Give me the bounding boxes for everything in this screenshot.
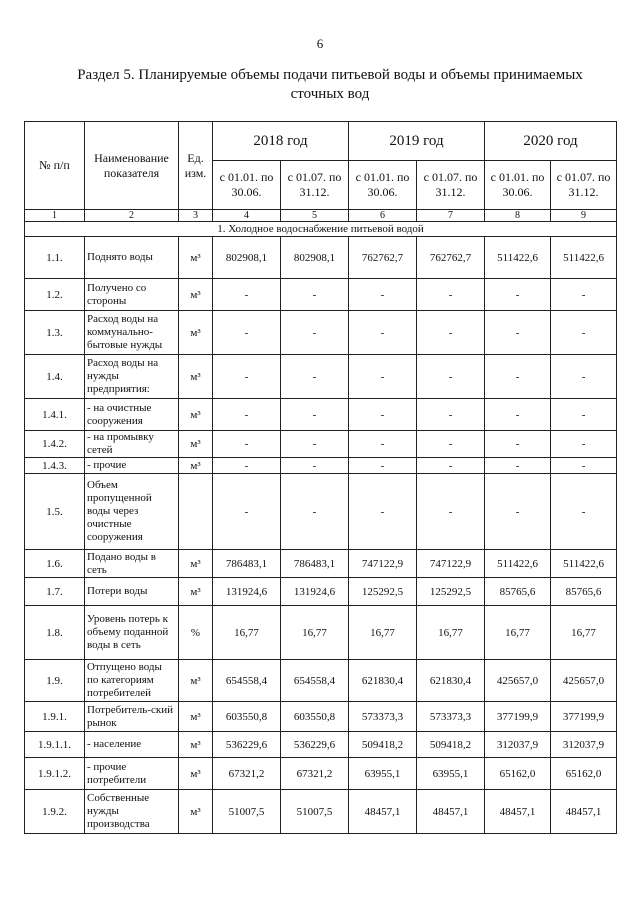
row-value: 786483,1: [281, 550, 349, 578]
row-value: 603550,8: [281, 702, 349, 732]
row-value: 51007,5: [213, 790, 281, 834]
row-value: 85765,6: [485, 578, 551, 606]
row-unit: %: [179, 606, 213, 660]
row-value: -: [281, 399, 349, 431]
header-period: с 01.01. по 30.06.: [349, 161, 417, 210]
page-number: 6: [316, 36, 324, 51]
row-value: 48457,1: [485, 790, 551, 834]
row-value: -: [485, 431, 551, 458]
water-volumes-table: [24, 121, 617, 834]
row-unit: м³: [179, 279, 213, 311]
column-number: 9: [551, 210, 617, 222]
header-unit: Ед. изм.: [179, 122, 213, 210]
row-value: 312037,9: [551, 732, 617, 758]
row-value: 131924,6: [213, 578, 281, 606]
row-unit: [179, 474, 213, 550]
row-value: -: [281, 458, 349, 474]
row-value: -: [417, 399, 485, 431]
row-value: 48457,1: [417, 790, 485, 834]
row-unit: м³: [179, 578, 213, 606]
table-row: [25, 606, 617, 660]
row-unit: м³: [179, 311, 213, 355]
row-name: Собственные нужды производства: [85, 790, 179, 834]
row-name: - на очистные сооружения: [85, 399, 179, 431]
header-num: № п/п: [25, 122, 85, 210]
row-value: -: [417, 279, 485, 311]
row-value: 747122,9: [417, 550, 485, 578]
row-value: 16,77: [551, 606, 617, 660]
table-row: [25, 790, 617, 834]
row-name: Расход воды на нужды предприятия:: [85, 355, 179, 399]
table-row: [25, 431, 617, 458]
row-number: 1.7.: [25, 578, 85, 606]
header-year: 2019 год: [349, 122, 485, 161]
row-value: 51007,5: [281, 790, 349, 834]
header-period: с 01.01. по 30.06.: [485, 161, 551, 210]
row-value: 425657,0: [485, 660, 551, 702]
header-period: с 01.07. по 31.12.: [281, 161, 349, 210]
row-value: 802908,1: [281, 237, 349, 279]
section-heading: 1. Холодное водоснабжение питьевой водой: [25, 222, 617, 237]
column-number: 7: [417, 210, 485, 222]
row-value: 16,77: [349, 606, 417, 660]
row-value: -: [485, 311, 551, 355]
row-value: -: [551, 355, 617, 399]
row-value: -: [485, 279, 551, 311]
row-value: -: [349, 279, 417, 311]
row-value: 63955,1: [417, 758, 485, 790]
row-unit: м³: [179, 355, 213, 399]
table-row: [25, 732, 617, 758]
row-number: 1.4.3.: [25, 458, 85, 474]
row-value: 654558,4: [281, 660, 349, 702]
header-period: с 01.07. по 31.12.: [551, 161, 617, 210]
row-value: -: [485, 399, 551, 431]
row-number: 1.9.1.1.: [25, 732, 85, 758]
row-number: 1.4.2.: [25, 431, 85, 458]
row-value: 16,77: [213, 606, 281, 660]
row-name: Поднято воды: [85, 237, 179, 279]
row-unit: м³: [179, 732, 213, 758]
row-value: -: [551, 279, 617, 311]
row-name: Подано воды в сеть: [85, 550, 179, 578]
row-name: - на промывку сетей: [85, 431, 179, 458]
table-row: [25, 758, 617, 790]
row-number: 1.9.: [25, 660, 85, 702]
table-row: [25, 474, 617, 550]
row-name: - прочие: [85, 458, 179, 474]
row-value: 16,77: [281, 606, 349, 660]
row-value: 377199,9: [485, 702, 551, 732]
row-value: 747122,9: [349, 550, 417, 578]
row-value: -: [213, 355, 281, 399]
row-value: -: [551, 474, 617, 550]
header-year: 2018 год: [213, 122, 349, 161]
row-value: 786483,1: [213, 550, 281, 578]
row-number: 1.9.1.2.: [25, 758, 85, 790]
row-value: 125292,5: [417, 578, 485, 606]
row-number: 1.5.: [25, 474, 85, 550]
row-value: -: [551, 431, 617, 458]
table-row: [25, 399, 617, 431]
row-value: -: [485, 458, 551, 474]
row-value: 16,77: [417, 606, 485, 660]
row-name: Уровень потерь к объему поданной воды в сеть: [85, 606, 179, 660]
row-unit: м³: [179, 237, 213, 279]
header-year: 2020 год: [485, 122, 617, 161]
row-number: 1.2.: [25, 279, 85, 311]
row-number: 1.3.: [25, 311, 85, 355]
row-value: -: [213, 458, 281, 474]
row-number: 1.4.1.: [25, 399, 85, 431]
table-row: [25, 237, 617, 279]
header-name: Наименование показателя: [85, 122, 179, 210]
row-value: 536229,6: [281, 732, 349, 758]
column-number: 4: [213, 210, 281, 222]
table-row: [25, 702, 617, 732]
row-name: Потребитель-ский рынок: [85, 702, 179, 732]
table-row: [25, 458, 617, 474]
column-number: 1: [25, 210, 85, 222]
row-value: 63955,1: [349, 758, 417, 790]
row-unit: м³: [179, 660, 213, 702]
row-value: 509418,2: [417, 732, 485, 758]
column-number: 2: [85, 210, 179, 222]
row-value: -: [281, 355, 349, 399]
row-value: -: [349, 474, 417, 550]
table-row: [25, 660, 617, 702]
row-value: 654558,4: [213, 660, 281, 702]
row-unit: м³: [179, 702, 213, 732]
column-number: 6: [349, 210, 417, 222]
row-value: 16,77: [485, 606, 551, 660]
row-value: 425657,0: [551, 660, 617, 702]
row-unit: м³: [179, 758, 213, 790]
row-value: -: [213, 279, 281, 311]
row-value: 509418,2: [349, 732, 417, 758]
row-number: 1.9.2.: [25, 790, 85, 834]
row-number: 1.6.: [25, 550, 85, 578]
row-name: Отпущено воды по категориям потребителей: [85, 660, 179, 702]
table-row: [25, 550, 617, 578]
row-value: -: [485, 355, 551, 399]
row-unit: м³: [179, 790, 213, 834]
row-number: 1.9.1.: [25, 702, 85, 732]
row-value: -: [349, 458, 417, 474]
row-number: 1.8.: [25, 606, 85, 660]
row-value: -: [417, 474, 485, 550]
row-value: -: [213, 431, 281, 458]
row-value: -: [349, 399, 417, 431]
row-value: -: [551, 311, 617, 355]
row-value: 621830,4: [417, 660, 485, 702]
row-unit: м³: [179, 431, 213, 458]
row-name: Потери воды: [85, 578, 179, 606]
row-value: 511422,6: [485, 237, 551, 279]
row-value: -: [417, 458, 485, 474]
row-value: 536229,6: [213, 732, 281, 758]
table-row: [25, 355, 617, 399]
row-name: - прочие потребители: [85, 758, 179, 790]
row-value: -: [417, 355, 485, 399]
row-value: 511422,6: [551, 550, 617, 578]
row-value: 48457,1: [551, 790, 617, 834]
row-value: 65162,0: [551, 758, 617, 790]
header-period: с 01.01. по 30.06.: [213, 161, 281, 210]
row-value: 85765,6: [551, 578, 617, 606]
column-number: 8: [485, 210, 551, 222]
row-value: 125292,5: [349, 578, 417, 606]
row-value: -: [213, 311, 281, 355]
row-value: 621830,4: [349, 660, 417, 702]
column-numbers-row: [25, 210, 617, 222]
row-value: 312037,9: [485, 732, 551, 758]
header-period: с 01.07. по 31.12.: [417, 161, 485, 210]
row-value: -: [213, 399, 281, 431]
row-value: -: [281, 279, 349, 311]
row-unit: м³: [179, 399, 213, 431]
row-value: 573373,3: [349, 702, 417, 732]
row-value: 603550,8: [213, 702, 281, 732]
row-value: 131924,6: [281, 578, 349, 606]
row-value: -: [485, 474, 551, 550]
row-number: 1.1.: [25, 237, 85, 279]
table-row: [25, 578, 617, 606]
row-unit: м³: [179, 458, 213, 474]
row-name: Расход воды на коммунально-бытовые нужды: [85, 311, 179, 355]
row-value: 65162,0: [485, 758, 551, 790]
row-name: Получено со стороны: [85, 279, 179, 311]
row-name: - население: [85, 732, 179, 758]
row-value: 67321,2: [281, 758, 349, 790]
row-value: -: [349, 311, 417, 355]
row-value: -: [281, 311, 349, 355]
row-value: -: [349, 355, 417, 399]
table-row: [25, 311, 617, 355]
row-value: 377199,9: [551, 702, 617, 732]
row-value: -: [349, 431, 417, 458]
section-row: [25, 222, 617, 237]
row-unit: м³: [179, 550, 213, 578]
row-value: 762762,7: [349, 237, 417, 279]
row-value: 48457,1: [349, 790, 417, 834]
row-value: -: [417, 431, 485, 458]
row-value: 573373,3: [417, 702, 485, 732]
row-value: 802908,1: [213, 237, 281, 279]
section-title: Раздел 5. Планируемые объемы подачи питьевой воды и объемы принимаемых сточных вод: [77, 67, 583, 102]
table-row: [25, 279, 617, 311]
row-value: 511422,6: [551, 237, 617, 279]
row-value: -: [281, 474, 349, 550]
row-value: 67321,2: [213, 758, 281, 790]
column-number: 3: [179, 210, 213, 222]
column-number: 5: [281, 210, 349, 222]
row-value: -: [551, 399, 617, 431]
row-number: 1.4.: [25, 355, 85, 399]
row-value: -: [281, 431, 349, 458]
row-name: Объем пропущенной воды через очистные сооружения: [85, 474, 179, 550]
row-value: 762762,7: [417, 237, 485, 279]
row-value: 511422,6: [485, 550, 551, 578]
row-value: -: [551, 458, 617, 474]
row-value: -: [417, 311, 485, 355]
row-value: -: [213, 474, 281, 550]
